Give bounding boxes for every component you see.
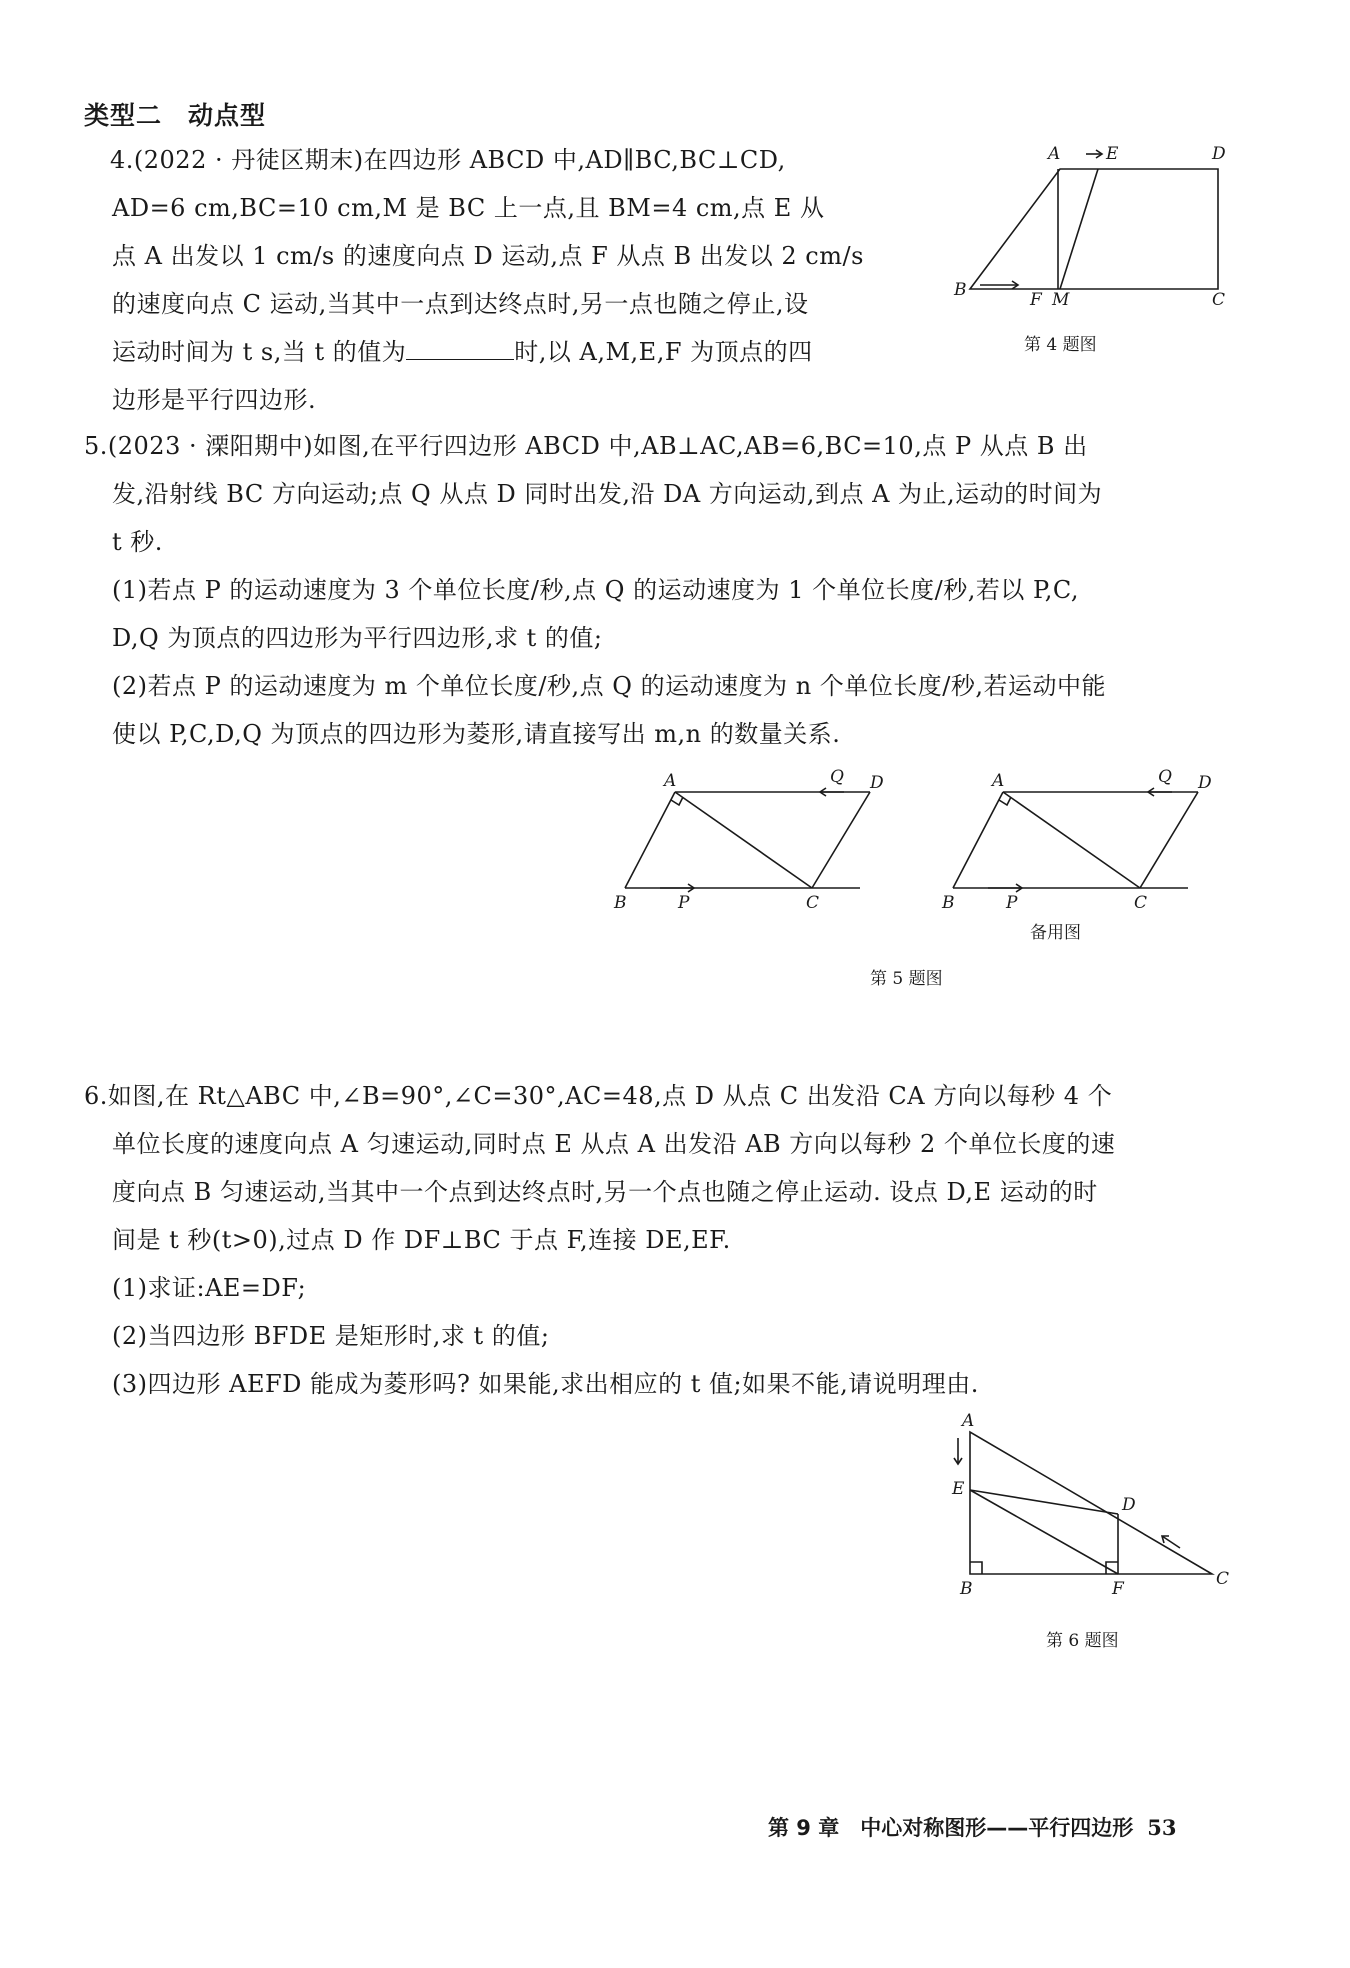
- label-B: B: [942, 893, 955, 913]
- triangle-ABC: [970, 1432, 1212, 1574]
- q4-line-5: [112, 336, 813, 368]
- q4-line-3: 点 A 出发以 1 cm/s 的速度向点 D 运动,点 F 从点 B 出发以 2 cm/s: [112, 242, 864, 270]
- label-A: A: [664, 771, 677, 791]
- label-D: D: [1198, 773, 1212, 793]
- page-number: 53: [1147, 1815, 1177, 1840]
- segment-AC: [675, 792, 812, 888]
- label-Q: Q: [1158, 767, 1172, 787]
- segment-CD: [812, 792, 870, 888]
- q4-line-6: 边形是平行四边形.: [112, 386, 317, 414]
- segment-AB: [625, 792, 675, 888]
- label-D: D: [1122, 1495, 1136, 1515]
- q6-line-4: 间是 t 秒(t>0),过点 D 作 DF⊥BC 于点 F,连接 DE,EF.: [112, 1226, 731, 1254]
- label-F: F: [1112, 1579, 1124, 1599]
- q4-line-1: 4.(2022 · 丹徒区期末)在四边形 ABCD 中,AD∥BC,BC⊥CD,: [110, 146, 786, 174]
- label-P: P: [678, 893, 690, 913]
- q4-line-5-after-blank: 时,以 A,M,E,F 为顶点的四: [514, 338, 813, 366]
- q5-line-4: (1)若点 P 的运动速度为 3 个单位长度/秒,点 Q 的运动速度为 1 个单位长度/秒,若以 P,C,: [112, 576, 1079, 604]
- page-footer: [768, 1812, 1176, 1842]
- label-B: B: [954, 280, 967, 300]
- label-A: A: [962, 1411, 975, 1431]
- q5-line-1: 5.(2023 · 溧阳期中)如图,在平行四边形 ABCD 中,AB⊥AC,AB=6,BC=10,点 P 从点 B 出: [84, 432, 1088, 460]
- label-B: B: [614, 893, 627, 913]
- q6-line-1: 6.如图,在 Rt△ABC 中,∠B=90°,∠C=30°,AC=48,点 D 从点 C 出发沿 CA 方向以每秒 4 个: [84, 1082, 1113, 1110]
- figure-4: [940, 145, 1240, 315]
- label-F: F: [1030, 290, 1042, 310]
- figure-4-caption: 第 4 题图: [1024, 335, 1097, 355]
- label-M: M: [1052, 290, 1070, 310]
- label-C: C: [806, 893, 820, 913]
- label-C: C: [1212, 290, 1226, 310]
- q6-line-7: (3)四边形 AEFD 能成为菱形吗? 如果能,求出相应的 t 值;如果不能,请说明理由.: [112, 1370, 979, 1398]
- q4-line-5-before-blank: 运动时间为 t s,当 t 的值为: [112, 338, 407, 366]
- q6-line-5: (1)求证:AE=DF;: [112, 1274, 307, 1302]
- right-angle-B: [970, 1562, 982, 1574]
- label-C: C: [1216, 1569, 1230, 1589]
- q4-line-4: 的速度向点 C 运动,当其中一点到达终点时,另一点也随之停止,设: [112, 290, 809, 318]
- label-A: A: [992, 771, 1005, 791]
- figure-6-caption: 第 6 题图: [1046, 1631, 1119, 1651]
- q6-line-2: 单位长度的速度向点 A 匀速运动,同时点 E 从点 A 出发沿 AB 方向以每秒 2 个单位长度的速: [112, 1130, 1116, 1158]
- label-C: C: [1134, 893, 1148, 913]
- label-B: B: [960, 1579, 973, 1599]
- label-E: E: [1106, 144, 1119, 164]
- q6-line-6: (2)当四边形 BFDE 是矩形时,求 t 的值;: [112, 1322, 550, 1350]
- q5-line-3: t 秒.: [112, 528, 163, 556]
- backup-figure-caption: 备用图: [1030, 923, 1081, 943]
- label-D: D: [870, 773, 884, 793]
- q5-line-2: 发,沿射线 BC 方向运动;点 Q 从点 D 同时出发,沿 DA 方向运动,到点 A 为止,运动的时间为: [112, 480, 1103, 508]
- q6-line-3: 度向点 B 匀速运动,当其中一个点到达终点时,另一个点也随之停止运动. 设点 D,E 运动的时: [112, 1178, 1098, 1206]
- q5-line-6: (2)若点 P 的运动速度为 m 个单位长度/秒,点 Q 的运动速度为 n 个单位长度/秒,若运动中能: [112, 672, 1106, 700]
- q5-line-5: D,Q 为顶点的四边形为平行四边形,求 t 的值;: [112, 624, 603, 652]
- segment-EF: [1060, 169, 1098, 289]
- figure-5-main: [590, 762, 884, 922]
- label-P: P: [1006, 893, 1018, 913]
- label-A: A: [1048, 144, 1061, 164]
- label-D: D: [1212, 144, 1226, 164]
- answer-blank: [406, 337, 514, 360]
- figure-5-caption: 第 5 题图: [870, 969, 943, 989]
- right-angle-mark: [671, 797, 683, 805]
- label-E: E: [952, 1479, 965, 1499]
- figure-6: [940, 1410, 1240, 1600]
- quad-ABCD: [970, 169, 1218, 289]
- q4-line-2: AD=6 cm,BC=10 cm,M 是 BC 上一点,且 BM=4 cm,点 E 从: [112, 194, 825, 222]
- chapter-title: 第 9 章 中心对称图形——平行四边形: [768, 1816, 1134, 1840]
- figure-5-backup: [918, 762, 1212, 922]
- q5-line-7: 使以 P,C,D,Q 为顶点的四边形为菱形,请直接写出 m,n 的数量关系.: [112, 720, 841, 748]
- section-title: 类型二 动点型: [84, 101, 267, 130]
- label-Q: Q: [830, 767, 844, 787]
